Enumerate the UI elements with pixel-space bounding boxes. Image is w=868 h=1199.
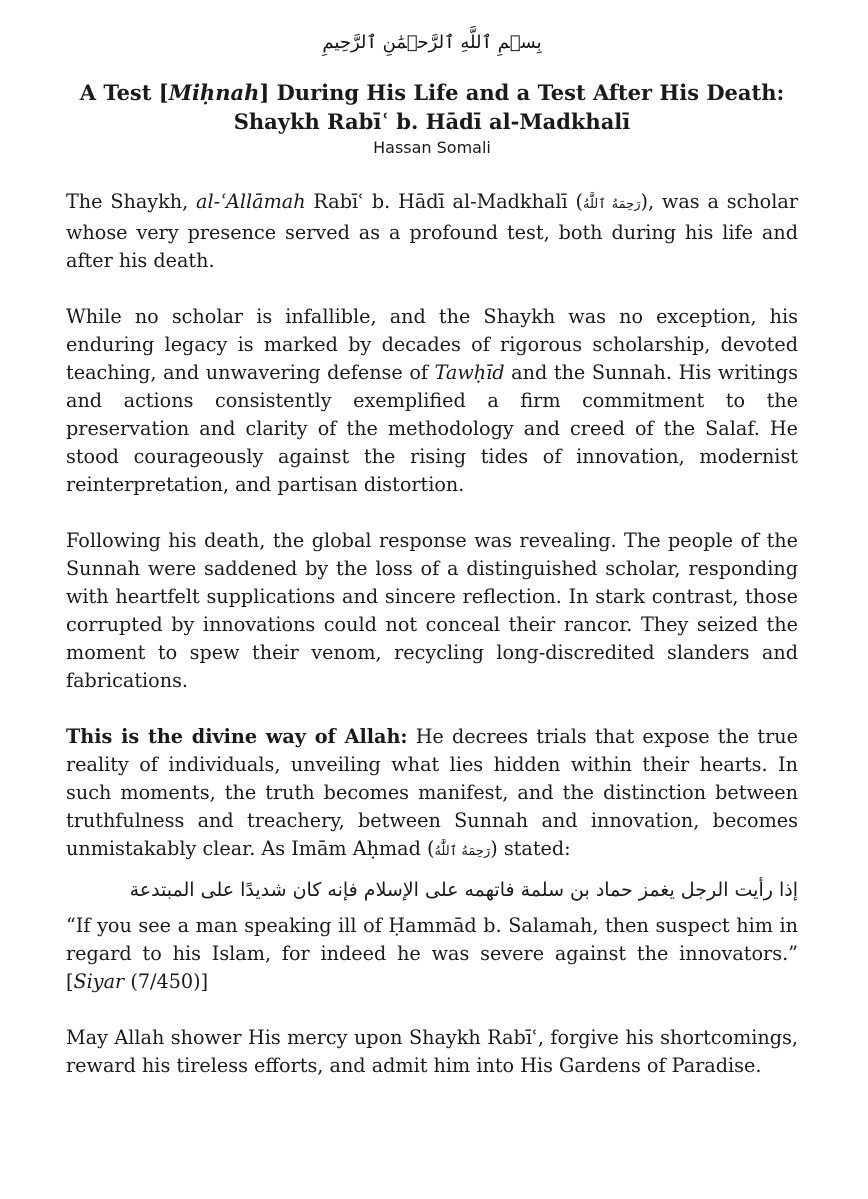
document-title (66, 78, 798, 136)
reference-siyar: Siyar (73, 970, 125, 993)
paragraph-intro: The Shaykh, al-ʿAllāmah Rabīʿ b. Hādī al-Madkhalī (رَحِمَهُ ٱللَّٰهُ), was a scholar whose very presence served as a profound test, both during his life and after his death. (66, 190, 798, 272)
title-line1: A Test [Miḥnah] During His Life and a Test After His Death: (79, 80, 785, 105)
paragraph-divine-way: This is the divine way of Allah: He decrees trials that expose the true reality of individuals, unveiling what lies hidden within their hearts. In such moments, the truth becomes manifest, and the distinction between truthfulness and treachery, between Sunnah and innovation, becomes unmistakably clear. As Imām Aḥmad (رَحِمَهُ ٱللَّٰهُ) stated: (66, 725, 798, 860)
honorific-arabic: رَحِمَهُ ٱللَّٰهُ (434, 844, 491, 859)
basmala-calligraphy: بِسۡمِ ٱللَّهِ ٱلرَّحۡمَٰنِ ٱلرَّحِيمِ (322, 32, 542, 53)
paragraph-legacy: While no scholar is infallible, and the Shaykh was no exception, his enduring legacy is marked by decades of rigorous scholarship, devoted teaching, and unwavering defense of Tawḥīd and the Sunnah. His writings and actions consistently exemplified a firm commitment to the preservation and clarity of the methodology and creed of the Salaf. He stood courageously against the rising tides of innovation, modernist reinterpretation, and partisan distortion. (66, 305, 798, 496)
title-line2: Shaykh Rabīʿ b. Hādī al-Madkhalī (233, 109, 631, 134)
paragraph-closing-dua: May Allah shower His mercy upon Shaykh Rabīʿ, forgive his shortcomings, reward his tireless efforts, and admit him into His Gardens of Paradise. (66, 1026, 798, 1077)
honorific-arabic: رَحِمَهُ ٱللَّٰهُ (582, 197, 641, 212)
bold-lead: This is the divine way of Allah: (66, 725, 408, 748)
author-name: Hassan Somali (373, 138, 491, 157)
english-quote: “If you see a man speaking ill of Ḥammād b. Salamah, then suspect him in regard to his Islam, for indeed he was severe against the innovators.” [Siyar (7/450)] (66, 914, 798, 993)
document-page (66, 30, 798, 1080)
arabic-quote: إذا رأيت الرجل يغمز حماد بن سلمة فاتهمه على الإسلام فإنه كان شديدًا على المبتدعة (129, 879, 798, 901)
paragraph-response: Following his death, the global response was revealing. The people of the Sunnah were saddened by the loss of a distinguished scholar, responding with heartfelt supplications and sincere reflection. In stark contrast, those corrupted by innovations could not conceal their rancor. They seized the moment to spew their venom, recycling long-discredited slanders and fabrications. (66, 529, 798, 692)
